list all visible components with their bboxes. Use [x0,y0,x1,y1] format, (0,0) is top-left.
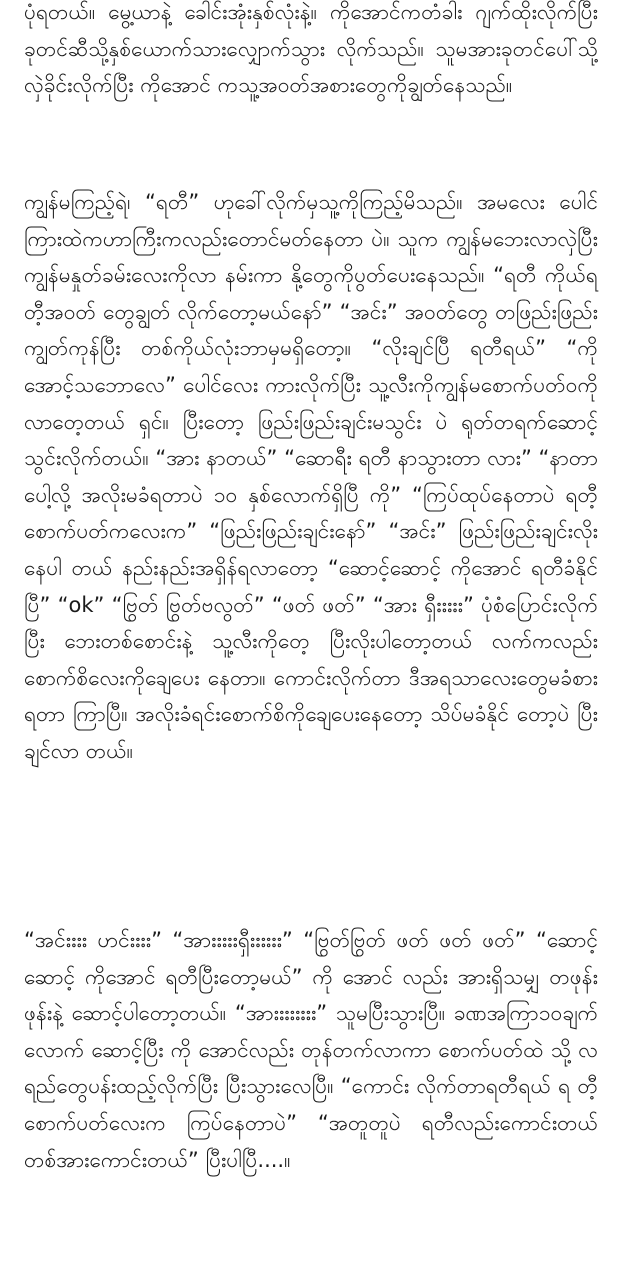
paragraph-2: ကျွန်မကြည့်ရဲ၊ “ရတီ” ဟုခေါ်လိုက်မှသူ့ကိုကြည့်မိသည်။ အမလေး ပေါင်ကြားထဲကဟာကြီးကလည်းတောင်မတ်နေတာ ပဲ။ သူက ကျွန်မဘေးလာလှဲပြီး ကျွန်မနှုတ်ခမ်းလေးကိုလာ နမ်းကာ နို့တွေကိုပွတ်ပေးနေသည်။ “ရတီ ကိုယ်ရတီ့အဝတ် တွေချွတ် လိုက်တော့မယ်နော်” “အင်း” အဝတ်တွေ တဖြည်းဖြည်းကျွတ်ကုန်ပြီး တစ်ကိုယ်လုံးဘာမှမရှိတော့။ “လိုးချင်ပြီ ရတီရယ်” “ကို အောင့်သဘောလေ” ပေါင်လေး ကားလိုက်ပြီး သူ့လီးကိုကျွန်မစောက်ပတ်ဝကိုလာတေ့တယ် ရှင်။ ပြီးတော့ ဖြည်းဖြည်းချင်းမသွင်း ပဲ ရုတ်တရက်ဆောင့် သွင်းလိုက်တယ်။ “အား နာတယ်” “ဆောရီး ရတီ နာသွားတာ လား” “နာတာပေါ့လို့ အလိုးမခံရတာပဲ ၁၀ နှစ်လောက်ရှိပြီ ကို” “ကြပ်ထုပ်နေတာပဲ ရတီ့စောက်ပတ်ကလေးက” “ဖြည်းဖြည်းချင်းနော်” “အင်း” ဖြည်းဖြည်းချင်းလိုးနေပါ တယ် နည်းနည်းအရှိန်ရလာတော့ “ဆောင့်ဆောင့် ကိုအောင် ရတီခံနိုင်ပြီ” “ok” “ဗြွတ် ဗြွတ်ဗလွတ်” “ဖတ် ဖတ်” “အား ရှီးးးးး” ပုံစံပြောင်းလိုက်ပြီး ဘေးတစ်စောင်းနဲ့ သူ့လီးကိုတေ့ ပြီးလိုးပါတော့တယ် လက်ကလည်း စောက်စိလေးကိုချေပေး နေတာ။ ကောင်းလိုက်တာ ဒီအရသာလေးတွေမခံစားရတာ ကြာပြီ။ အလိုးခံရင်းစောက်စိကိုချေပေးနေတော့ သိပ်မခံနိုင် တော့ပဲ ပြီးချင်လာ တယ်။ [24,190,598,763]
paragraph-3: “အင်းးးး ဟင်းးးး” “အားးးးးရှီးးးးးး” “ဗြွတ်ဗြွတ် ဖတ် ဖတ် ဖတ်” “ဆောင့် ဆောင့် ကိုအောင် ရတီပြီးတော့မယ်” ကို အောင် လည်း အားရှိသမျှ တဖုန်းဖုန်းနဲ့ ဆောင့်ပါတော့တယ်။ “အားးးးးးးး” သူမပြီးသွားပြီ။ ခဏအကြာ၁၀ချက်လောက် ဆောင့်ပြီး ကို အောင်လည်း တုန်တက်လာကာ စောက်ပတ်ထဲ သို့ လရည်တွေပန်းထည့်လိုက်ပြီး ပြီးသွားလေပြီ။ “ကောင်း လိုက်တာရတီရယ် ရ တီ့စောက်ပတ်လေးက ကြပ်နေတာပဲ” “အတူတူပဲ ရတီလည်းကောင်းတယ် တစ်အားကောင်းတယ်” ပြီးပါပြီ....။ [24,928,598,1172]
paragraph-1: ပုံရတယ်။ မွေ့ယာနဲ့ ခေါင်းအုံးနှစ်လုံးနဲ့။ ကိုအောင်ကတံခါး ဂျက်ထိုးလိုက်ပြီး ခုတင်ဆီသို့နှစ်ယောက်သားလျှောက်သွား လိုက်သည်။ သူမအားခုတင်ပေါ်သို့လှဲခိုင်းလိုက်ပြီး ကိုအောင် ကသူ့အဝတ်အစားတွေကိုချွတ်နေသည်။ [24,0,598,98]
